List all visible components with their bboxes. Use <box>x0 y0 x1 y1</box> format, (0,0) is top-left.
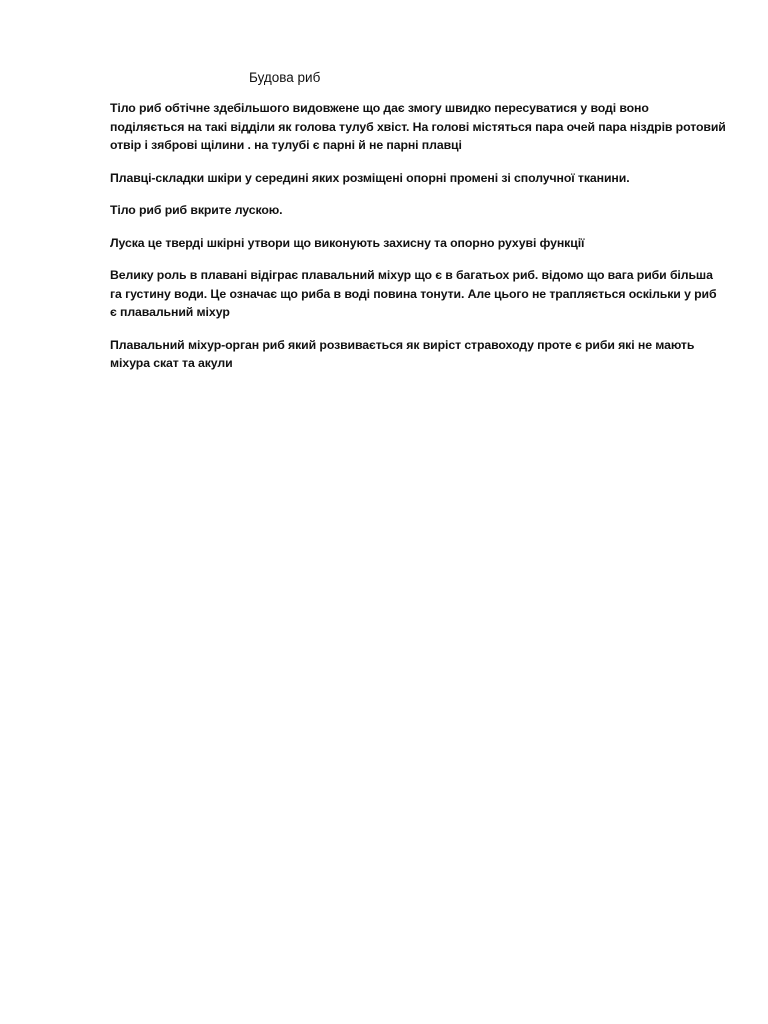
paragraph-line: міхура скат та акули <box>110 356 233 370</box>
paragraph-line: Плавці-складки шкіри у середині яких розміщені опорні промені зі сполучної тканини. <box>110 170 630 185</box>
document-body <box>110 99 730 387</box>
paragraph-line: Луска це тверді шкірні утвори що виконують захисну та опорно рухуві функції <box>110 235 585 250</box>
paragraph-5 <box>110 266 730 322</box>
paragraph-line: Тіло риб риб вкрите лускою. <box>110 203 283 217</box>
document-title: Будова риб <box>249 70 321 85</box>
paragraph-line: Тіло риб обтічне здебільшого видовжене що дає змогу швидко пересуватися у воді воно <box>110 101 649 115</box>
paragraph-line: Велику роль в плавані відіграє плавальний міхур що є в багатьох риб. відомо що вага риби більша <box>110 268 713 282</box>
paragraph-6 <box>110 336 730 373</box>
paragraph-line: є плавальний міхур <box>110 305 230 319</box>
paragraph-4 <box>110 234 730 253</box>
paragraph-2 <box>110 169 730 188</box>
paragraph-line: поділяється на такі відділи як голова тулуб хвіст. На голові містяться пара очей пара ніздрів ротовий <box>110 119 726 134</box>
paragraph-line: отвір і зяброві щілини . на тулубі є парні й не парні плавці <box>110 138 462 152</box>
paragraph-1 <box>110 99 730 155</box>
paragraph-3 <box>110 201 730 220</box>
paragraph-line: га густину води. Це означає що риба в воді повина тонути. Але цього не трапляється оскільки у риб <box>110 286 717 301</box>
paragraph-line: Плавальний міхур-орган риб який розвивається як виріст стравоходу проте є риби які не мають <box>110 337 695 352</box>
